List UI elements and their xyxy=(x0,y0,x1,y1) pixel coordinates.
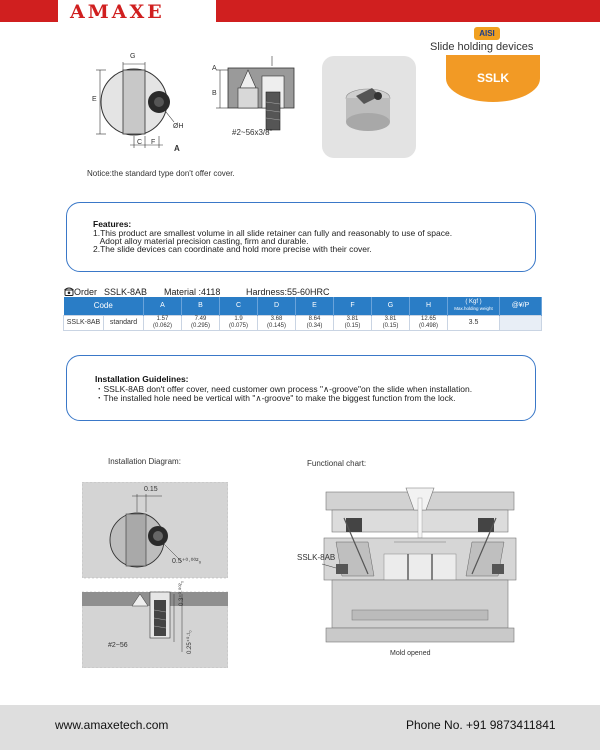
spec-table xyxy=(63,297,542,331)
brand-logo: AMAXE xyxy=(70,1,165,23)
order-label: Order xyxy=(74,287,98,297)
install-dim-tolerance: 0.5⁺⁰·⁰⁰²₀ xyxy=(172,558,202,565)
phone-icon xyxy=(64,287,74,296)
header-f: F xyxy=(334,297,372,315)
footer-phone[interactable]: Phone No. +91 9873411841 xyxy=(406,718,556,732)
cell-f-mm: 3.81 xyxy=(346,315,359,322)
install-dim-top: 0.15 xyxy=(144,486,158,493)
row-type: standard xyxy=(104,315,144,330)
header-d: D xyxy=(258,297,296,315)
functional-state-label: Mold opened xyxy=(390,650,431,657)
cell-d-mm: 3.68 xyxy=(270,315,283,322)
features-title: Features: xyxy=(93,219,132,229)
features-line-3: 2.The slide devices can coordinate and hold more precise with their cover. xyxy=(93,244,372,254)
cell-a-mm: 1.57 xyxy=(156,315,169,322)
installation-line-2: ・The installed hole need be vertical with "∧-groove" to make the biggest function from the lock. xyxy=(95,393,456,403)
material-info: Material :4118 xyxy=(164,287,221,297)
cell-b-in: (0.295) xyxy=(190,322,210,329)
table-row xyxy=(64,315,542,330)
cell-d-in: (0.145) xyxy=(266,322,286,329)
header-b: B xyxy=(182,297,220,315)
installation-title: Installation Guidelines: xyxy=(95,374,189,384)
header-c: C xyxy=(220,297,258,315)
dim-label-g: G xyxy=(130,53,136,60)
notice-text: Notice:the standard type don't offer cover. xyxy=(87,169,235,178)
thread-label: #2~56x3/8" xyxy=(232,128,273,137)
cell-c-mm: 1.9 xyxy=(234,315,243,322)
cell-h xyxy=(410,315,448,330)
aisi-badge: AISI xyxy=(474,27,500,40)
cell-e-mm: 8.64 xyxy=(308,315,321,322)
dim-label-c: C xyxy=(137,139,143,146)
header-weight-label: Max.holding weight xyxy=(454,306,493,312)
functional-chart-caption: Functional chart: xyxy=(307,459,367,468)
table-header-row xyxy=(64,297,542,315)
cell-c xyxy=(220,315,258,330)
cell-h-mm: 12.65 xyxy=(420,315,436,322)
cell-g xyxy=(372,315,410,330)
header-e: E xyxy=(296,297,334,315)
header-weight xyxy=(448,297,500,315)
cell-b-mm: 7.49 xyxy=(194,315,207,322)
product-category-title: Slide holding devices xyxy=(430,41,534,53)
installation-diagram-caption: Installation Diagram: xyxy=(108,457,181,466)
cell-d xyxy=(258,315,296,330)
order-code: SSLK-8AB xyxy=(104,287,148,297)
functional-chart-diagram xyxy=(322,484,518,646)
features-line-2: Adopt alloy material precision casting, firm and durable. xyxy=(93,236,309,246)
install-dim-vertical-1: 0.3⁺⁰·⁰⁰²₀ xyxy=(179,580,185,606)
functional-part-label: SSLK-8AB xyxy=(297,553,336,562)
footer-website[interactable]: www.amaxetech.com xyxy=(55,718,169,732)
dim-label-h: ØH xyxy=(173,123,184,130)
cell-price xyxy=(500,315,542,330)
cell-e xyxy=(296,315,334,330)
header-weight-unit: ( Kgf ) xyxy=(465,299,482,306)
cell-f xyxy=(334,315,372,330)
cell-b xyxy=(182,315,220,330)
install-dim-vertical-2: 0.25⁺⁰·¹₀ xyxy=(187,630,193,654)
cell-g-in: (0.15) xyxy=(382,322,399,329)
installation-line-1: ・SSLK-8AB don't offer cover, need customer own process "∧-groove"on the slide when installation. xyxy=(95,384,473,394)
header-a: A xyxy=(144,297,182,315)
features-line-1: 1.This product are smallest volume in all slide retainer can fully and reasonably to use of space. xyxy=(93,228,453,238)
dim-label-e: E xyxy=(92,96,97,103)
row-code: SSLK-8AB xyxy=(64,315,104,330)
cell-a xyxy=(144,315,182,330)
installation-diagram xyxy=(82,482,228,668)
dim-label-a: A xyxy=(212,65,217,72)
cell-g-mm: 3.81 xyxy=(384,315,397,322)
dim-label-b: B xyxy=(212,90,217,97)
hardness-info: Hardness:55-60HRC xyxy=(246,287,330,297)
header-code: Code xyxy=(64,297,144,315)
cell-e-in: (0.34) xyxy=(306,322,323,329)
header-g: G xyxy=(372,297,410,315)
cell-h-in: (0.498) xyxy=(418,322,438,329)
product-photo xyxy=(322,56,416,158)
product-code: SSLK xyxy=(476,71,509,85)
header-price: @¥/P xyxy=(500,297,542,315)
install-thread-label: #2~56 xyxy=(108,642,128,649)
header-h: H xyxy=(410,297,448,315)
view-label-a: A xyxy=(174,144,180,153)
cell-weight: 3.5 xyxy=(448,315,500,330)
cell-c-in: (0.075) xyxy=(228,322,248,329)
dim-label-f: F xyxy=(151,139,156,146)
cell-f-in: (0.15) xyxy=(344,322,361,329)
cell-a-in: (0.062) xyxy=(152,322,172,329)
